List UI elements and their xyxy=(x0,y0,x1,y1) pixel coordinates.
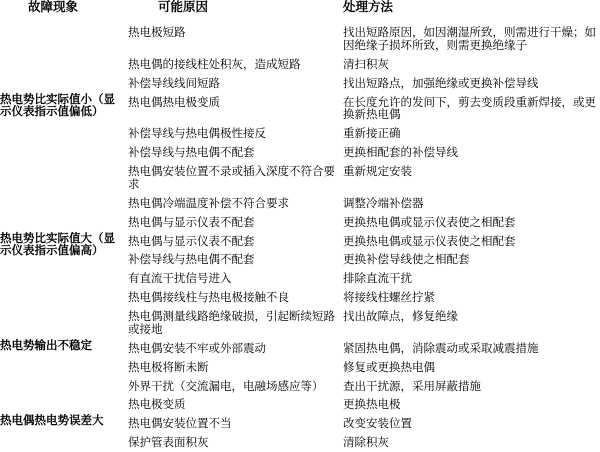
cell-cause: 有直流干扰信号进入 xyxy=(128,271,232,286)
cell-method: 紧固热电偶，消除震动或采取减震措施 xyxy=(343,340,539,355)
column-header-phenomenon: 故障现象 xyxy=(28,0,79,14)
table-row xyxy=(0,339,600,358)
cell-method: 调整冷端补偿器 xyxy=(343,195,424,210)
cell-cause: 补偿导线与热电偶不配套 xyxy=(128,145,255,160)
cell-method: 将接线柱螺丝拧紧 xyxy=(343,290,435,305)
cell-method: 重新规定安装 xyxy=(343,164,412,178)
cell-phenomenon xyxy=(0,232,128,339)
cell-cause: 热电偶的接线柱处积灰，造成短路 xyxy=(128,56,301,71)
cell-cause: 热电偶与显示仪表不配套 xyxy=(128,214,255,229)
table-body xyxy=(0,23,600,452)
cell-phenomenon xyxy=(0,93,128,232)
table-head xyxy=(0,0,600,23)
cell-method: 清除积灰 xyxy=(343,435,389,450)
column-header-cause: 可能原因 xyxy=(158,0,209,14)
cell-method: 排除直流干扰 xyxy=(343,271,412,286)
phenomenon-label: 热电势比实际值小（显示仪表指示值偏低） xyxy=(0,91,115,119)
table-row xyxy=(0,23,600,55)
cell-cause: 保护管表面积灰 xyxy=(128,435,209,450)
cell-cause: 热电偶与显示仪表不配套 xyxy=(128,233,255,248)
cell-cause: 热电偶接线柱与热电极接触不良 xyxy=(128,290,289,305)
cell-cause: 热电极短路 xyxy=(128,25,186,39)
table-row xyxy=(0,414,600,433)
cell-cause: 热电偶安装不牢或外部震动 xyxy=(128,340,266,355)
cell-method: 清扫积灰 xyxy=(343,56,389,71)
cell-cause: 外界干扰（交流漏电，电融场感应等） xyxy=(128,378,324,393)
cell-method: 更换补偿导线使之相配套 xyxy=(343,252,470,267)
cell-method: 在长度允许的发间下，剪去变质段重新焊接，或更换新热电偶 xyxy=(343,94,596,122)
phenomenon-label: 热电势比实际值大（显示仪表指示值偏高） xyxy=(0,230,115,258)
cell-cause: 补偿导线与热电偶极性接反 xyxy=(128,126,266,141)
cell-cause: 热电偶测量线路绝缘破损，引起断续短路或接地 xyxy=(128,309,335,336)
cell-method: 更换热电极 xyxy=(343,397,401,412)
phenomenon-label: 热电偶热电势误差大 xyxy=(0,413,104,428)
cell-method: 找出短路原因，如因潮湿所致，则需进行干燥；如因绝缘子损坏所致，则需更换绝缘子 xyxy=(343,25,596,52)
cell-cause: 补偿导线与热电偶不配套 xyxy=(128,252,255,267)
cell-method: 修复或更换热电偶 xyxy=(343,359,435,374)
column-header-method: 处理方法 xyxy=(343,0,394,14)
cell-cause: 热电极变质 xyxy=(128,397,186,412)
cell-method: 重新接正确 xyxy=(343,126,401,141)
cell-cause: 热电偶热电极变质 xyxy=(128,94,220,109)
phenomenon-label: 热电势输出不稳定 xyxy=(0,337,92,352)
cell-phenomenon xyxy=(0,23,128,93)
table-header-row xyxy=(0,0,600,23)
cell-cause: 热电极将断未断 xyxy=(128,359,209,374)
cell-cause: 补偿导线线间短路 xyxy=(128,75,220,90)
table-row xyxy=(0,232,600,251)
cell-cause: 热电偶冷端温度补偿不符合要求 xyxy=(128,195,289,210)
cell-method: 改变安装位置 xyxy=(343,416,412,431)
cell-cause: 热电偶安装位置不当 xyxy=(128,416,232,431)
cell-method: 找出短路点，加强绝缘或更换补偿导线 xyxy=(343,75,539,90)
cell-phenomenon xyxy=(0,414,128,452)
table-row xyxy=(0,93,600,125)
cell-method: 更换相配套的补偿导线 xyxy=(343,145,458,160)
cell-method: 查出干扰源，采用屏蔽措施 xyxy=(343,378,481,393)
cell-method: 更换热电偶或显示仪表使之相配套 xyxy=(343,214,516,229)
cell-phenomenon xyxy=(0,339,128,415)
cell-method: 找出故障点，修复绝缘 xyxy=(343,309,458,323)
cell-method: 更换热电偶或显示仪表使之相配套 xyxy=(343,233,516,248)
cell-cause: 热电偶安装位置不录或插入深度不符合要求 xyxy=(128,164,335,191)
